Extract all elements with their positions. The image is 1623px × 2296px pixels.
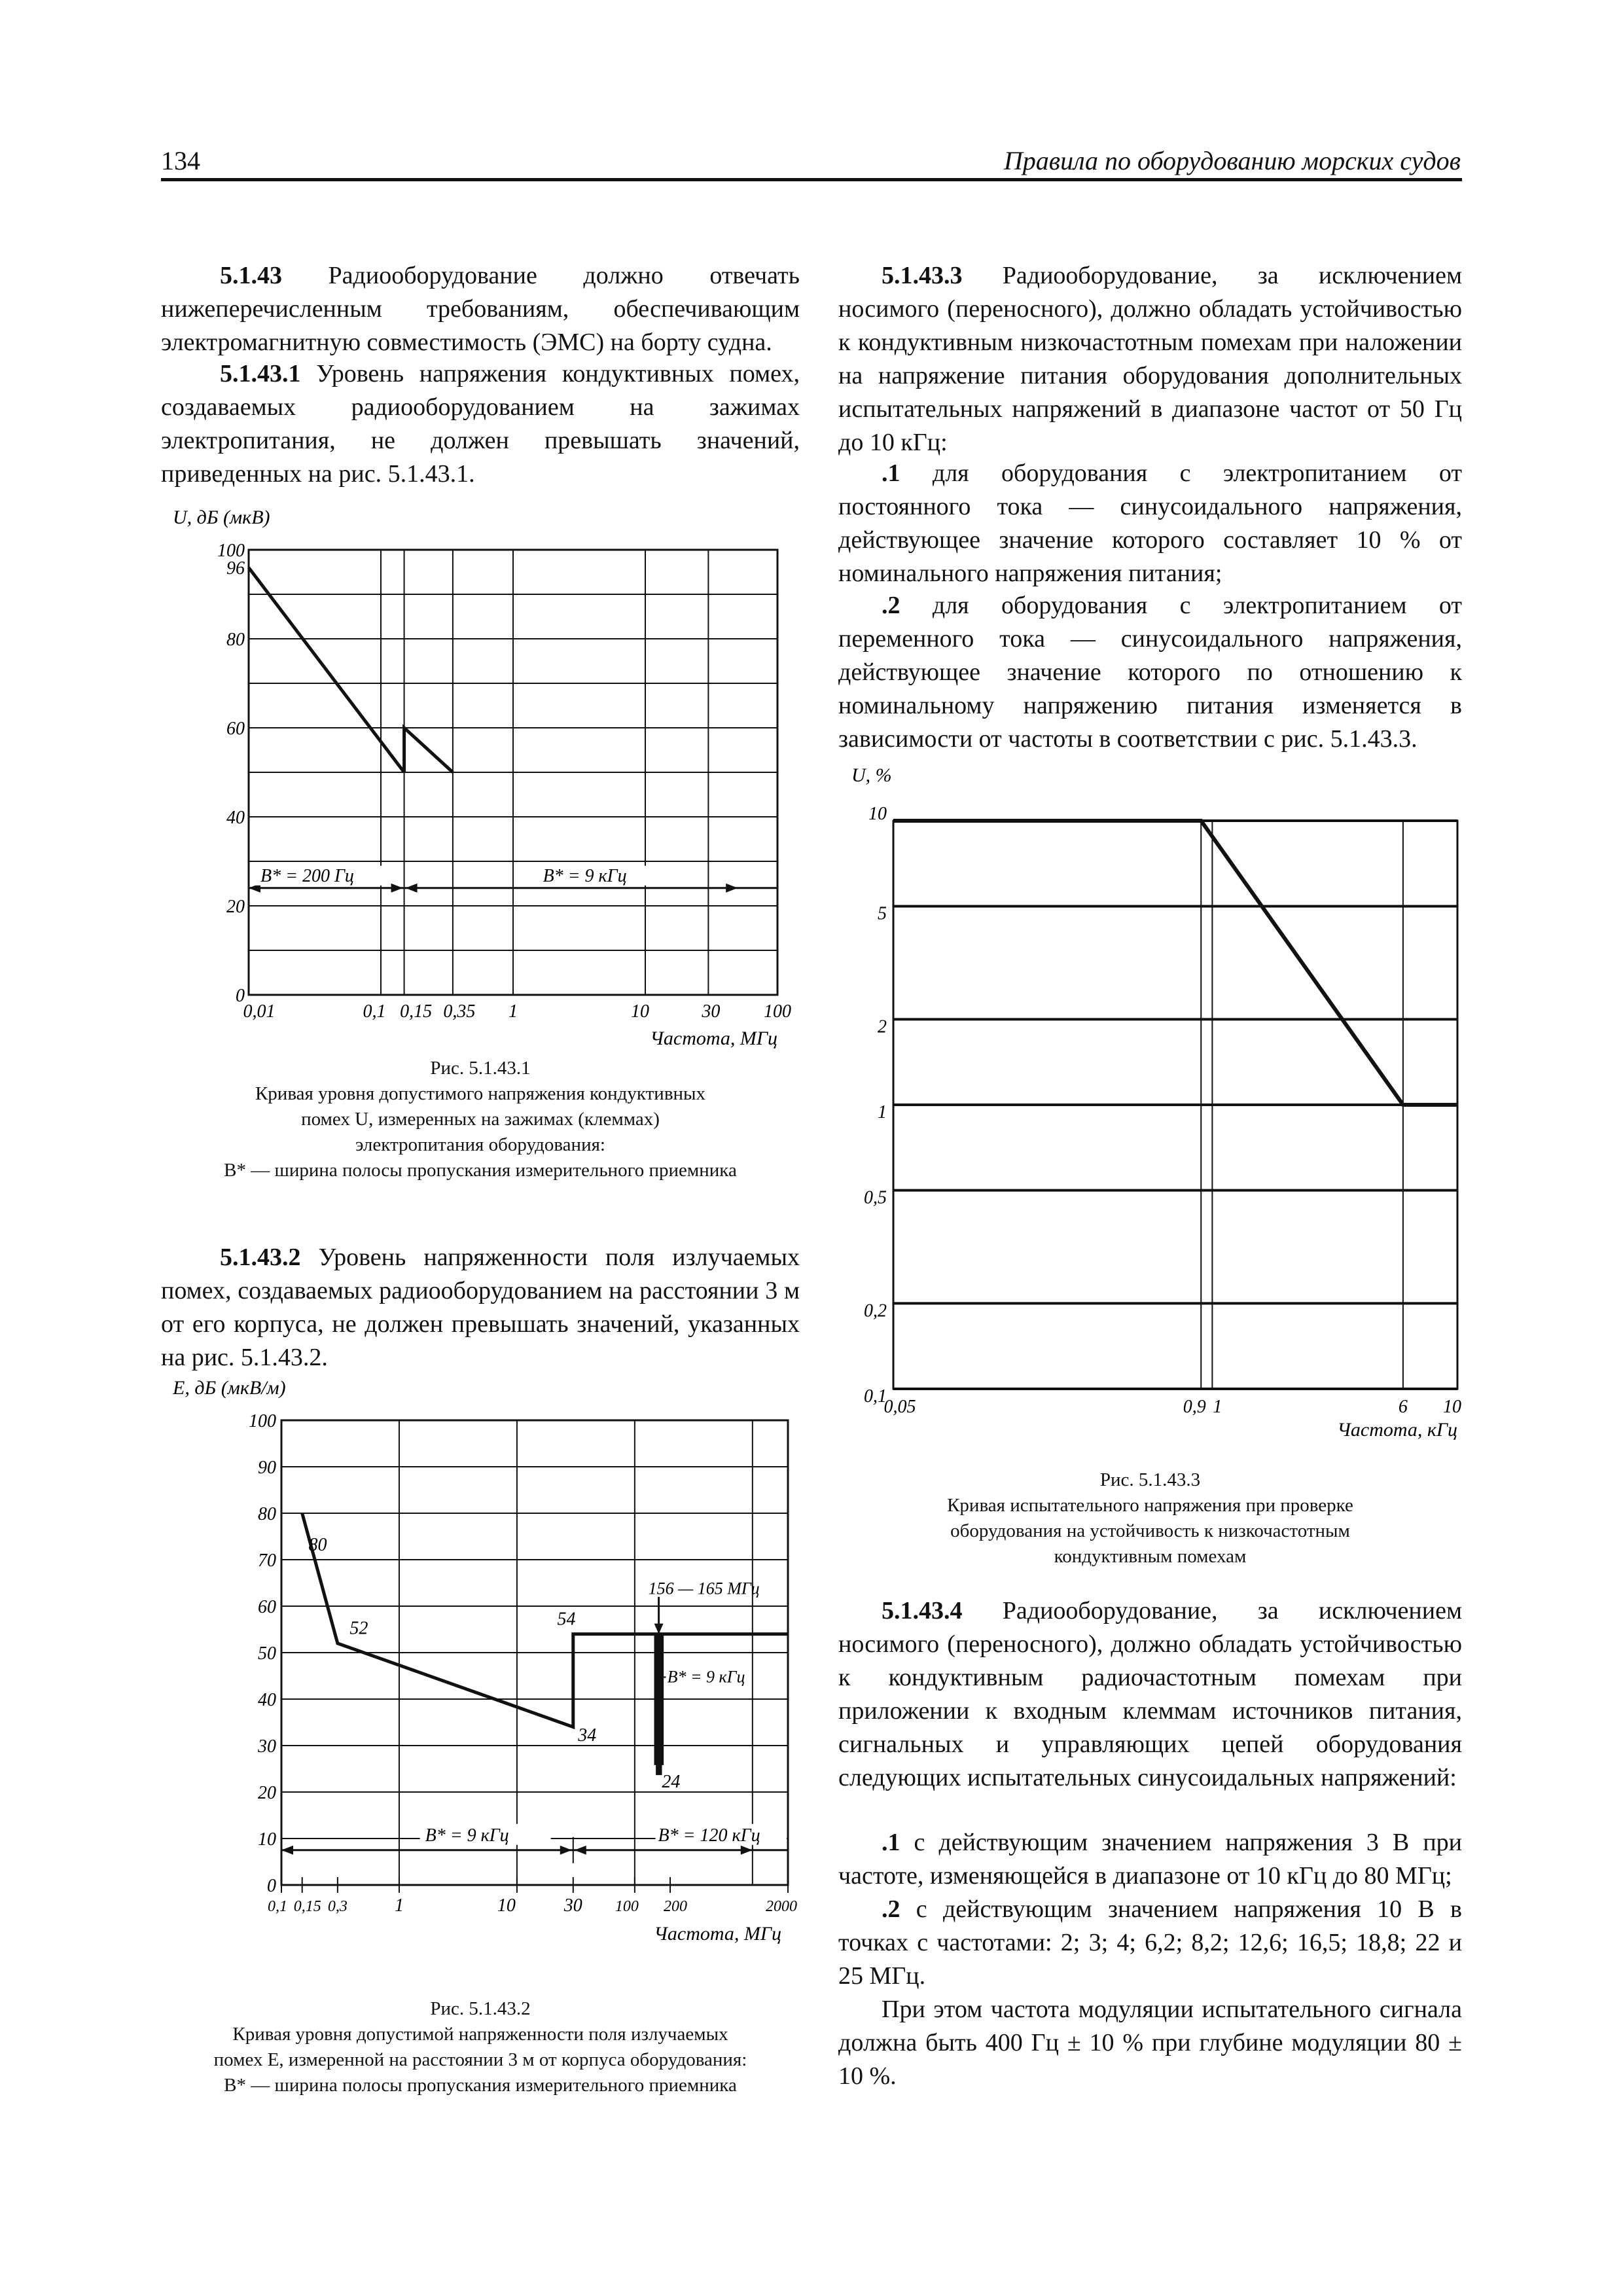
clause-number: 5.1.43.2 bbox=[220, 1244, 301, 1271]
clause-number: 5.1.43.3 bbox=[882, 262, 963, 289]
y-axis-label: U, % bbox=[851, 764, 892, 786]
tick-label: 50 bbox=[258, 1643, 276, 1664]
annotation: B* = 9 кГц bbox=[543, 865, 627, 886]
item-text: с действующим значением напряжения 3 В при частоте, изменяющейся в диапазоне от 10 кГц до 80 МГц; bbox=[838, 1829, 1462, 1890]
tick-label: 30 bbox=[702, 1001, 721, 1022]
clause-text: Радиооборудование, за исключением носимого (переносного), должно обладать устойчивостью к кондуктивным низкочастотным помехам при наложении на напряжение питания оборудования дополнительных испытательных напряжений в диапазоне частот от 50 Гц до 10 кГц: bbox=[838, 262, 1462, 456]
caption-line: оборудования на устойчивость к низкочастотным bbox=[950, 1520, 1350, 1541]
tick-label: 1 bbox=[508, 1001, 518, 1022]
chart-plot bbox=[864, 804, 1461, 1441]
tick-label: 0 bbox=[236, 986, 245, 1006]
tick-label: 2 bbox=[878, 1016, 887, 1037]
paragraph-5-1-43 bbox=[161, 259, 800, 359]
arrow-head bbox=[741, 1846, 753, 1855]
tick-label: 100 bbox=[764, 1001, 791, 1022]
tick-label: 96 bbox=[226, 558, 245, 579]
tick-label: 20 bbox=[226, 897, 245, 917]
tick-label: 80 bbox=[258, 1504, 276, 1524]
tick-label: 0,9 bbox=[1183, 1397, 1206, 1417]
arrow-head bbox=[575, 1846, 586, 1855]
tick-label: 0,01 bbox=[243, 1001, 276, 1022]
tick-label: 100 bbox=[615, 1898, 639, 1915]
y-axis-label: U, дБ (мкВ) bbox=[173, 507, 270, 528]
figure-5-1-43-3 bbox=[838, 759, 1467, 1479]
tick-label: 10 bbox=[1443, 1397, 1461, 1417]
point-label: 24 bbox=[662, 1771, 681, 1792]
clause-text: Радиооборудование должно отвечать нижеперечисленным требованиям, обеспечивающим электромагнитную совместимость (ЭМС) на борту судна. bbox=[161, 262, 800, 356]
figure-caption-3 bbox=[838, 1467, 1462, 1570]
item-number: .2 bbox=[882, 592, 901, 619]
caption-line: кондуктивным помехам bbox=[1054, 1546, 1247, 1567]
tick-label: 60 bbox=[258, 1597, 276, 1617]
clause-text: Уровень напряжения кондуктивных помех, создаваемых радиооборудованием на зажимах электропитания, не должен превышать значений, приведенных на рис. 5.1.43.1. bbox=[161, 360, 800, 488]
tick-label: 80 bbox=[226, 630, 245, 650]
paragraph-5-1-43-2 bbox=[161, 1241, 800, 1374]
caption-line: Кривая испытательного напряжения при проверке bbox=[947, 1495, 1353, 1516]
limit-curve bbox=[404, 728, 453, 772]
tick-label: 10 bbox=[497, 1895, 516, 1916]
list-item-4-2 bbox=[838, 1893, 1462, 1993]
tick-label: 10 bbox=[868, 804, 887, 824]
item-number: .1 bbox=[882, 1829, 901, 1856]
clause-number: 5.1.43 bbox=[220, 262, 282, 289]
chart-plot bbox=[249, 1411, 797, 1945]
tick-label: 0,15 bbox=[293, 1898, 321, 1915]
caption-line: Кривая уровня допустимой напряженности поля излучаемых bbox=[232, 2024, 728, 2045]
tick-label: 30 bbox=[258, 1736, 276, 1757]
tick-label: 0,2 bbox=[864, 1300, 887, 1321]
clause-text: Уровень напряженности поля излучаемых помех, создаваемых радиооборудованием на расстоянии 3 м от его корпуса, не должен превышать значений, указанных на рис. 5.1.43.2. bbox=[161, 1244, 800, 1371]
point-label: 34 bbox=[578, 1725, 597, 1746]
list-item-2 bbox=[838, 589, 1462, 756]
annotation: 156 — 165 МГц bbox=[648, 1579, 760, 1598]
clause-number: 5.1.43.1 bbox=[220, 360, 301, 387]
item-text: для оборудования с электропитанием от постоянного тока — синусоидального напряжения, действующее значение которого составляет 10 % от номинального напряжения питания; bbox=[838, 459, 1462, 587]
arrow-head bbox=[406, 884, 418, 893]
point-label: 80 bbox=[308, 1534, 327, 1555]
caption-line: помех U, измеренных на зажимах (клеммах) bbox=[301, 1109, 660, 1130]
arrow-head bbox=[391, 884, 403, 893]
item-number: .2 bbox=[882, 1895, 901, 1923]
item-number: .1 bbox=[882, 459, 901, 487]
caption-line: помех E, измеренной на расстоянии 3 м от корпуса оборудования: bbox=[213, 2049, 747, 2070]
tick-label: 1 bbox=[878, 1102, 887, 1122]
tick-label: 1 bbox=[394, 1895, 404, 1916]
tick-label: 2000 bbox=[766, 1898, 797, 1915]
tick-label: 0,05 bbox=[883, 1397, 916, 1417]
tick-label: 0,1 bbox=[268, 1898, 287, 1915]
chart-plot bbox=[217, 541, 791, 1049]
y-axis-label: E, дБ (мкВ/м) bbox=[173, 1377, 286, 1399]
caption-title: Рис. 5.1.43.2 bbox=[430, 1998, 531, 2019]
item-text: с действующим значением напряжения 10 В в точках с частотами: 2; 3; 4; 6,2; 8,2; 12,6; 16,5; 18,8; 22 и 25 МГц. bbox=[838, 1895, 1462, 1990]
clause-text: Радиооборудование, за исключением носимого (переносного), должно обладать устойчивостью к кондуктивным радиочастотным помехам при приложении к входным клеммам источников питания, сигнальных и управляющих цепей оборудования следующих испытательных синусоидальных напряжений: bbox=[838, 1597, 1462, 1791]
tick-label: 0,5 bbox=[864, 1187, 887, 1208]
annotation: B* = 9 кГц bbox=[425, 1825, 509, 1846]
x-axis-label: Частота, МГц bbox=[654, 1923, 781, 1945]
paragraph-5-1-43-4 bbox=[838, 1594, 1462, 1795]
tick-label: 0,35 bbox=[443, 1001, 476, 1022]
tick-label: 0,1 bbox=[864, 1386, 887, 1407]
caption-line: B* — ширина полосы пропускания измерительного приемника bbox=[224, 2075, 737, 2096]
arrow-head bbox=[560, 1846, 572, 1855]
tick-label: 100 bbox=[249, 1411, 276, 1431]
running-title: Правила по оборудованию морских судов bbox=[1003, 146, 1461, 175]
tick-label: 10 bbox=[631, 1001, 649, 1022]
point-label: 54 bbox=[557, 1609, 576, 1630]
tick-label: 40 bbox=[258, 1690, 276, 1710]
page-number: 134 bbox=[161, 146, 200, 175]
tick-label: 200 bbox=[664, 1898, 688, 1915]
tick-label: 30 bbox=[563, 1895, 582, 1916]
annotation: B* = 200 Гц bbox=[260, 865, 354, 886]
tick-label: 20 bbox=[258, 1783, 276, 1803]
header-rule bbox=[161, 178, 1462, 181]
caption-title: Рис. 5.1.43.3 bbox=[1099, 1469, 1201, 1490]
caption-line: B* — ширина полосы пропускания измерительного приемника bbox=[224, 1160, 737, 1181]
tick-label: 0,15 bbox=[400, 1001, 433, 1022]
figure-caption-1 bbox=[161, 1056, 800, 1183]
figure-5-1-43-1 bbox=[157, 504, 805, 1067]
caption-title: Рис. 5.1.43.1 bbox=[430, 1058, 531, 1079]
list-item-4-1 bbox=[838, 1826, 1462, 1893]
closing-paragraph: При этом частота модуляции испытательного сигнала должна быть 400 Гц ± 10 % при глубине модуляции 80 ± 10 %. bbox=[838, 1996, 1462, 2090]
paragraph-5-1-43-1 bbox=[161, 357, 800, 491]
tick-label: 0,1 bbox=[363, 1001, 386, 1022]
test-voltage-curve bbox=[893, 821, 1457, 1105]
caption-line: электропитания оборудования: bbox=[355, 1134, 605, 1155]
annotation: B* = 9 кГц bbox=[667, 1667, 745, 1687]
tick-label: 6 bbox=[1398, 1397, 1408, 1417]
tick-label: 60 bbox=[226, 719, 245, 739]
tick-label: 70 bbox=[258, 1551, 276, 1571]
x-axis-label: Частота, МГц bbox=[650, 1028, 777, 1049]
tick-label: 0 bbox=[267, 1876, 276, 1896]
arrow-head bbox=[726, 884, 738, 893]
point-label: 52 bbox=[349, 1618, 368, 1639]
list-item-1 bbox=[838, 457, 1462, 590]
item-text: для оборудования с электропитанием от переменного тока — синусоидального напряжения, действующее значение которого по отношению к номинальному напряжению питания изменяется в зависимости от частоты в соответствии с рис. 5.1.43.3. bbox=[838, 592, 1462, 753]
clause-number: 5.1.43.4 bbox=[882, 1597, 963, 1624]
figure-5-1-43-2 bbox=[157, 1374, 805, 1983]
tick-label: 1 bbox=[1213, 1397, 1222, 1417]
tick-label: 5 bbox=[878, 903, 887, 924]
tick-label: 100 bbox=[217, 541, 245, 561]
paragraph-5-1-43-3 bbox=[838, 259, 1462, 459]
figure-caption-2 bbox=[161, 1996, 800, 2098]
annotation: B* = 120 кГц bbox=[658, 1825, 760, 1846]
tick-label: 90 bbox=[258, 1458, 276, 1478]
caption-line: Кривая уровня допустимого напряжения кондуктивных bbox=[255, 1083, 706, 1104]
x-axis-label: Частота, кГц bbox=[1337, 1419, 1457, 1441]
tick-label: 40 bbox=[226, 808, 245, 828]
limit-curve bbox=[302, 1513, 788, 1774]
arrow-head bbox=[281, 1846, 293, 1855]
tick-label: 0,3 bbox=[327, 1898, 348, 1915]
tick-label: 10 bbox=[258, 1829, 276, 1850]
